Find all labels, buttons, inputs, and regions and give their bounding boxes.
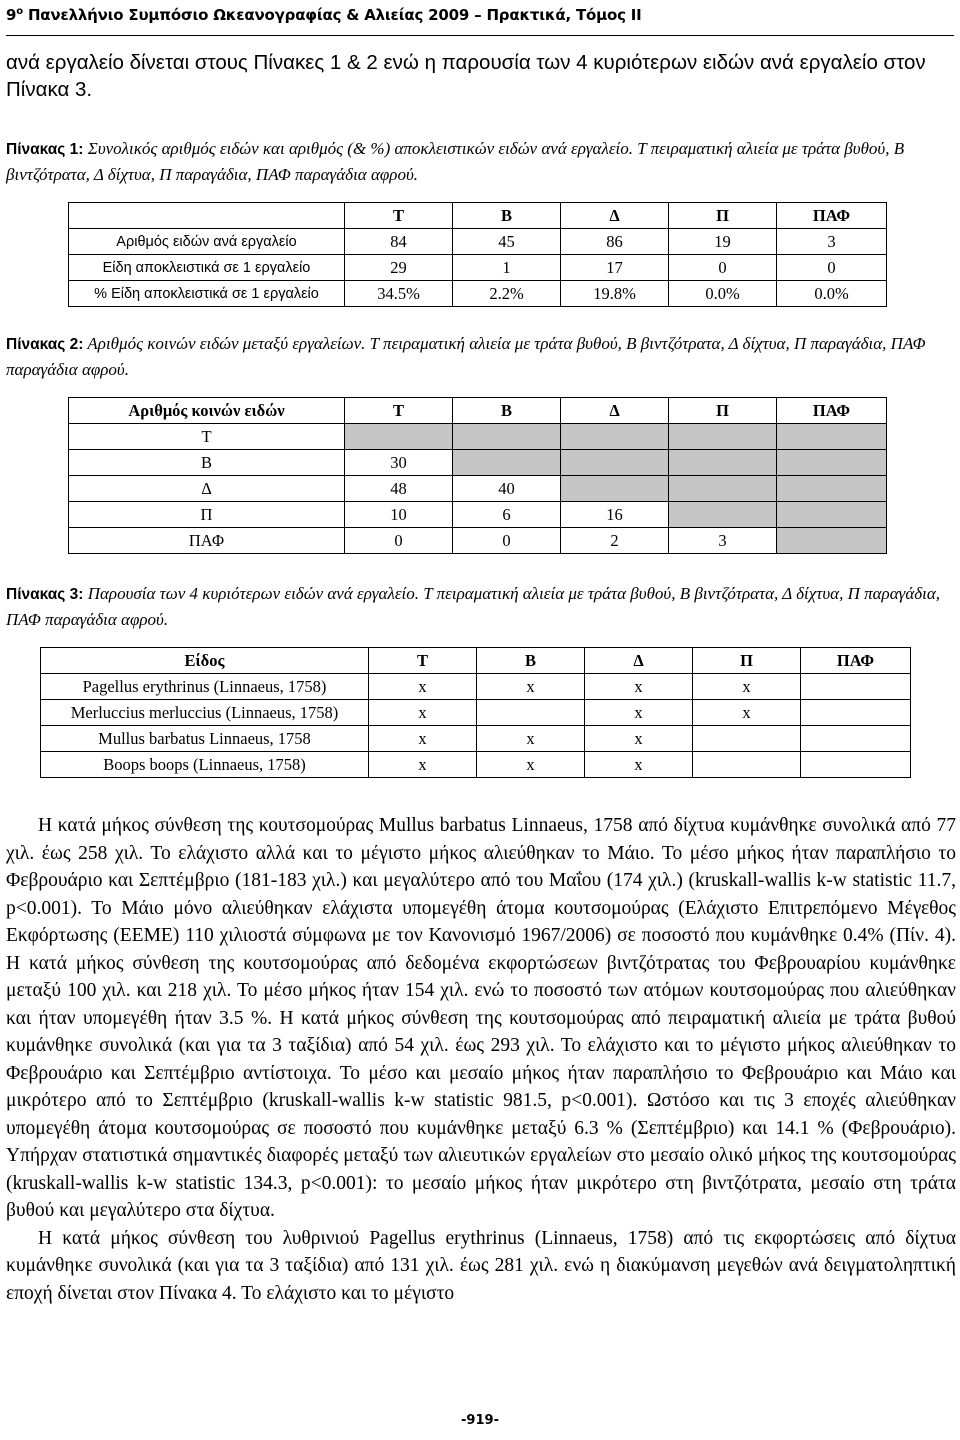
- running-head-ordinal-suffix: ο: [16, 6, 23, 17]
- table2-header-cell: Β: [453, 398, 561, 424]
- table-cell: 34.5%: [345, 281, 453, 307]
- table-cell: x: [585, 752, 693, 778]
- table-cell: 3: [669, 528, 777, 554]
- table-row: [41, 700, 911, 726]
- table1-header-row: [69, 203, 887, 229]
- table2-row-label: Τ: [69, 424, 345, 450]
- table-cell: [669, 424, 777, 450]
- table1-row-label: Αριθμός ειδών ανά εργαλείο: [69, 229, 345, 255]
- table-cell: 2: [561, 528, 669, 554]
- table-row: [69, 450, 887, 476]
- table-cell: x: [369, 674, 477, 700]
- table-cell: [801, 726, 911, 752]
- table3-caption-text: Παρουσία των 4 κυριότερων ειδών ανά εργαλείο. Τ πειραματική αλιεία με τράτα βυθού, Β βιντζότρατα, Δ δίχτυα, Π παραγάδια, ΠΑΦ παραγάδια αφρού.: [6, 584, 941, 629]
- table-cell: [669, 450, 777, 476]
- table-cell: [777, 502, 887, 528]
- table-cell: 6: [453, 502, 561, 528]
- running-head-ordinal: 9: [6, 6, 17, 24]
- table-cell: 10: [345, 502, 453, 528]
- table3-header-cell: Π: [693, 648, 801, 674]
- table1-row-label: % Είδη αποκλειστικά σε 1 εργαλείο: [69, 281, 345, 307]
- table2-header-row: [69, 398, 887, 424]
- table3-header-row: [41, 648, 911, 674]
- table-cell: 30: [345, 450, 453, 476]
- table-cell: 29: [345, 255, 453, 281]
- table2: [68, 397, 887, 554]
- table3-header-cell: Β: [477, 648, 585, 674]
- table-cell: x: [693, 700, 801, 726]
- table3: [40, 647, 911, 778]
- table-cell: x: [585, 674, 693, 700]
- intro-paragraph: ανά εργαλείο δίνεται στους Πίνακες 1 & 2 ενώ η παρουσία των 4 κυριότερων ειδών ανά εργαλείο στον Πίνακα 3.: [6, 51, 926, 101]
- table1-header-cell: Δ: [561, 203, 669, 229]
- table3-species-name: Pagellus erythrinus (Linnaeus, 1758): [41, 674, 369, 700]
- table-cell: 3: [777, 229, 887, 255]
- table2-row-label: ΠΑΦ: [69, 528, 345, 554]
- table3-caption-label: Πίνακας 3:: [6, 586, 84, 603]
- table-cell: [777, 528, 887, 554]
- table1-caption-label: Πίνακας 1:: [6, 141, 84, 158]
- table-cell: [453, 450, 561, 476]
- table-cell: [777, 450, 887, 476]
- table3-header-cell: Τ: [369, 648, 477, 674]
- table-cell: 86: [561, 229, 669, 255]
- table-cell: 19.8%: [561, 281, 669, 307]
- table-row: [69, 502, 887, 528]
- table1-caption: [6, 136, 956, 187]
- table3-species-name: Boops boops (Linnaeus, 1758): [41, 752, 369, 778]
- table-cell: x: [585, 700, 693, 726]
- table-cell: 40: [453, 476, 561, 502]
- table2-header-cell: Δ: [561, 398, 669, 424]
- table1-header-cell: [69, 203, 345, 229]
- table-cell: x: [477, 674, 585, 700]
- table-cell: [693, 752, 801, 778]
- body-text: [6, 812, 956, 1307]
- table2-caption-label: Πίνακας 2:: [6, 336, 84, 353]
- table-cell: [777, 476, 887, 502]
- table1-row-label: Είδη αποκλειστικά σε 1 εργαλείο: [69, 255, 345, 281]
- table-cell: 84: [345, 229, 453, 255]
- table-cell: [669, 502, 777, 528]
- table-cell: x: [369, 700, 477, 726]
- table3-caption: [6, 581, 956, 632]
- table-cell: 17: [561, 255, 669, 281]
- table-cell: 19: [669, 229, 777, 255]
- table-row: [69, 229, 887, 255]
- table-row: [41, 726, 911, 752]
- table3-header-cell: ΠΑΦ: [801, 648, 911, 674]
- table2-header-cell: Αριθμός κοινών ειδών: [69, 398, 345, 424]
- table3-species-name: Mullus barbatus Linnaeus, 1758: [41, 726, 369, 752]
- table-cell: 45: [453, 229, 561, 255]
- table-cell: 0.0%: [669, 281, 777, 307]
- table-row: [41, 752, 911, 778]
- table-cell: [561, 476, 669, 502]
- table-cell: 2.2%: [453, 281, 561, 307]
- table-cell: x: [477, 726, 585, 752]
- table3-species-name: Merluccius merluccius (Linnaeus, 1758): [41, 700, 369, 726]
- table-cell: [453, 424, 561, 450]
- table3-header-cell: Δ: [585, 648, 693, 674]
- table-cell: [777, 424, 887, 450]
- table-cell: [801, 752, 911, 778]
- table-row: [69, 255, 887, 281]
- table1-header-cell: Τ: [345, 203, 453, 229]
- body-paragraph-1: Η κατά μήκος σύνθεση της κουτσομούρας Mullus barbatus Linnaeus, 1758 από δίχτυα κυμάνθηκε συνολικά από 77 χιλ. έως 258 χιλ. Το ελάχιστο αλλά και το μέγιστο μήκος αλιεύθηκαν το Μάιο. Το μέσο μήκος ήταν παραπλήσιο το Φεβρουάριο και Σεπτέμβριο (181-183 χιλ.) και μεγαλύτερο από του Μαΐου (174 χιλ.) (kruskall-wallis k-w statistic 11.7, p<0.001). Το Μάιο μόνο αλιεύθηκαν ελάχιστα υπομεγέθη άτομα κουτσομούρας (Ελάχιστο Επιτρεπόμενο Μέγεθος Εκφόρτωσης (ΕΕΜΕ) 110 χιλιοστά σύμφωνα με τον Κανονισμό 1967/2006) σε ποσοστό που κυμάνθηκε 0.4% (Πίν. 4). Η κατά μήκος σύνθεση της κουτσομούρας από δεδομένα εκφορτώσεων βιντζότρατας του Φεβρουαρίου κυμάνθηκε μεταξύ 100 χιλ. και 218 χιλ. Το μέσο μήκος ήταν 154 χιλ. ενώ το ποσοστό των ατόμων κουτσομούρας που αλιεύθηκαν και ήταν υπομεγέθη ήταν 3.5 %. Η κατά μήκος σύνθεση της κουτσομούρας από πειραματική αλιεία με τράτα βυθού κυμάνθηκε συνολικά (και για τα 3 ταξίδια) από 54 χιλ. έως 293 χιλ. Το ελάχιστο και το μέγιστο μήκος αλιεύθηκαν το Φεβρουάριο και Σεπτέμβριο αντίστοιχα. Το μέσο και μεσαίο μήκος ήταν παραπλήσιο το Φεβρουάριο και Μάιο και μικρότερο από το Σεπτέμβριο (kruskall-wallis k-w statistic 981.5, p<0.001). Ωστόσο και τις 3 εποχές αλιεύθηκαν υπομεγέθη άτομα κουτσομούρας σε ποσοστό που κυμάνθηκε μεταξύ 6.3 % (Σεπτέμβριο) και 14.1 % (Φεβρουάριο). Υπήρχαν στατιστικά σημαντικές διαφορές μεταξύ των αλιευτικών εργαλείων στο μεσαίο ολικό μήκος της κουτσομούρας (kruskall-wallis k-w statistic 134.3, p<0.001): το μεσαίο μήκος ήταν μικρότερο στη βιντζότρατα, μεσαίο στη τράτα βυθού και μεγαλύτερο στα δίχτυα.: [6, 815, 956, 1221]
- page-number: -919-: [461, 1413, 499, 1428]
- table2-header-cell: Π: [669, 398, 777, 424]
- running-head-title: Πανελλήνιο Συμπόσιο Ωκεανογραφίας & Αλιείας 2009 – Πρακτικά, Τόμος ΙΙ: [22, 6, 642, 24]
- table1-header-cell: Π: [669, 203, 777, 229]
- table2-caption: [6, 331, 956, 382]
- table-cell: 0: [453, 528, 561, 554]
- table2-row-label: Δ: [69, 476, 345, 502]
- table-cell: x: [369, 752, 477, 778]
- table-row: [69, 424, 887, 450]
- body-paragraph-2: Η κατά μήκος σύνθεση του λυθρινιού Pagellus erythrinus (Linnaeus, 1758) από τις εκφορτώσεις από δίχτυα κυμάνθηκε συνολικά (και για τα 3 ταξίδια) από 131 χιλ. έως 281 χιλ. ενώ η διακύμανση μεγεθών ανά δειγματοληπτική εποχή δίνεται στον Πίνακα 4. Το ελάχιστο και το μέγιστο: [6, 1227, 956, 1304]
- table-row: [69, 476, 887, 502]
- table-cell: [669, 476, 777, 502]
- table-cell: 48: [345, 476, 453, 502]
- table-cell: [561, 450, 669, 476]
- table-cell: 0.0%: [777, 281, 887, 307]
- table-cell: [801, 674, 911, 700]
- table-cell: x: [477, 752, 585, 778]
- table-cell: 0: [669, 255, 777, 281]
- table-cell: [477, 700, 585, 726]
- table-cell: [801, 700, 911, 726]
- table-cell: [345, 424, 453, 450]
- table-row: [69, 528, 887, 554]
- table-cell: x: [693, 674, 801, 700]
- table-row: [41, 674, 911, 700]
- table2-caption-text: Αριθμός κοινών ειδών μεταξύ εργαλείων. Τ πειραματική αλιεία με τράτα βυθού, Β βιντζότρατα, Δ δίχτυα, Π παραγάδια, ΠΑΦ παραγάδια αφρού.: [6, 334, 926, 379]
- table-cell: [561, 424, 669, 450]
- table-cell: [693, 726, 801, 752]
- table1-header-cell: ΠΑΦ: [777, 203, 887, 229]
- running-head-rule: [6, 35, 954, 36]
- table2-row-label: Π: [69, 502, 345, 528]
- table2-header-cell: Τ: [345, 398, 453, 424]
- table-cell: x: [585, 726, 693, 752]
- table-cell: 0: [345, 528, 453, 554]
- table-cell: x: [369, 726, 477, 752]
- table-row: [69, 281, 887, 307]
- table-cell: 1: [453, 255, 561, 281]
- table2-header-cell: ΠΑΦ: [777, 398, 887, 424]
- table1: [68, 202, 887, 307]
- table1-header-cell: Β: [453, 203, 561, 229]
- table-cell: 16: [561, 502, 669, 528]
- running-head: [6, 4, 954, 26]
- table2-row-label: Β: [69, 450, 345, 476]
- table3-header-cell: Είδος: [41, 648, 369, 674]
- table-cell: 0: [777, 255, 887, 281]
- table1-caption-text: Συνολικός αριθμός ειδών και αριθμός (& %) αποκλειστικών ειδών ανά εργαλείο. Τ πειραματική αλιεία με τράτα βυθού, Β βιντζότρατα, Δ δίχτυα, Π παραγάδια, ΠΑΦ παραγάδια αφρού.: [6, 139, 905, 184]
